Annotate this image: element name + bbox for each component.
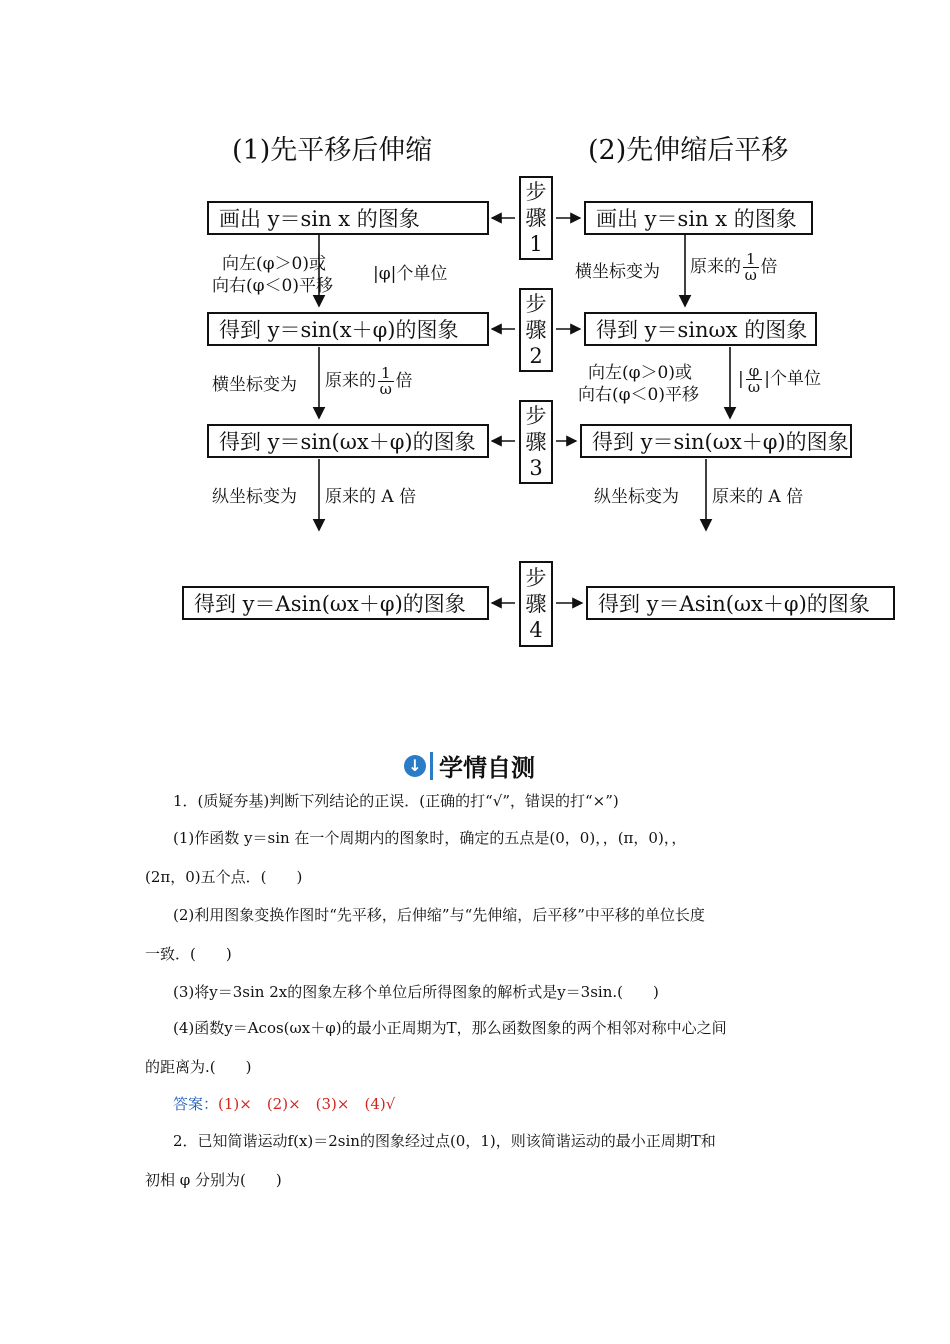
- left-column-title: (1)先平移后伸缩: [232, 135, 433, 166]
- question-1-item-1-cont: (2π，0)五个点．( ): [145, 868, 303, 886]
- left-shift-amount: |φ|个单位: [373, 264, 448, 284]
- question-1-item-3: (3)将y＝3sin 2x的图象左移个单位后所得图象的解析式是y＝3sin.( ): [173, 983, 659, 1001]
- right-shift-line2: 向右(φ＜0)平移: [578, 385, 699, 405]
- left-box-3: 得到 y＝sin(ωx＋φ)的图象: [207, 424, 489, 458]
- section-heading: [404, 748, 535, 783]
- step-box-3: 步 骤 3: [519, 400, 553, 484]
- question-1-item-2: (2)利用图象变换作图时“先平移，后伸缩”与“先伸缩，后平移”中平移的单位长度: [173, 906, 705, 924]
- section-divider: [430, 752, 433, 780]
- left-box-2: 得到 y＝sin(x＋φ)的图象: [207, 312, 489, 346]
- right-vert-label: 纵坐标变为: [594, 487, 679, 507]
- right-box-3: 得到 y＝sin(ωx＋φ)的图象: [580, 424, 852, 458]
- right-horiz-label: 横坐标变为: [575, 262, 660, 282]
- right-box-2: 得到 y＝sinωx 的图象: [584, 312, 817, 346]
- right-vert-amount: 原来的 A 倍: [712, 487, 804, 507]
- left-horiz-label: 横坐标变为: [212, 375, 297, 395]
- answer-value: (1)× (2)× (3)× (4)√: [218, 1095, 396, 1113]
- question-1-item-4-cont: 的距离为.( ): [145, 1058, 252, 1076]
- right-shift-amount: | $\frac{\varphi}{\omega}$ |个单位: [738, 362, 821, 396]
- right-box-1: 画出 y＝sin x 的图象: [584, 201, 813, 235]
- question-1-item-1: (1)作函数 y＝sin 在一个周期内的图象时，确定的五点是(0，0)，，(π，0)，，: [173, 829, 687, 847]
- left-shift-line2: 向右(φ＜0)平移: [212, 276, 333, 296]
- question-1-stem: 1．(质疑夯基)判断下列结论的正误．(正确的打“√”，错误的打“×”): [173, 792, 619, 810]
- right-horiz-amount: 原来的 $\frac{1}{\omega}$ 倍: [690, 250, 778, 284]
- left-shift-line1: 向左(φ＞0)或: [222, 254, 326, 274]
- answer-line: [173, 1094, 395, 1114]
- right-column-title: (2)先伸缩后平移: [588, 135, 789, 166]
- question-1-item-2-cont: 一致．( ): [145, 945, 232, 963]
- left-horiz-amount: 原来的 $\frac{1}{\omega}$ 倍: [325, 364, 413, 398]
- left-box-4: 得到 y＝Asin(ωx＋φ)的图象: [182, 586, 489, 620]
- down-arrow-circle-icon: ↓: [404, 755, 426, 777]
- left-box-1: 画出 y＝sin x 的图象: [207, 201, 489, 235]
- question-2-stem: 2．已知简谐运动f(x)＝2sin的图象经过点(0，1)，则该简谐运动的最小正周期T和: [173, 1132, 716, 1150]
- right-shift-line1: 向左(φ＞0)或: [588, 363, 692, 383]
- question-1-item-4: (4)函数y＝Acos(ωx＋φ)的最小正周期为T，那么函数图象的两个相邻对称中心之间: [173, 1019, 727, 1037]
- step-box-4: 步 骤 4: [519, 561, 553, 647]
- left-vert-amount: 原来的 A 倍: [325, 487, 417, 507]
- right-box-4: 得到 y＝Asin(ωx＋φ)的图象: [586, 586, 895, 620]
- step-box-1: 步 骤 1: [519, 176, 553, 260]
- answer-label: 答案：: [173, 1095, 219, 1113]
- question-2-stem-cont: 初相 φ 分别为( ): [145, 1171, 282, 1189]
- section-title: 学情自测: [439, 754, 535, 782]
- left-vert-label: 纵坐标变为: [212, 487, 297, 507]
- step-box-2: 步 骤 2: [519, 288, 553, 372]
